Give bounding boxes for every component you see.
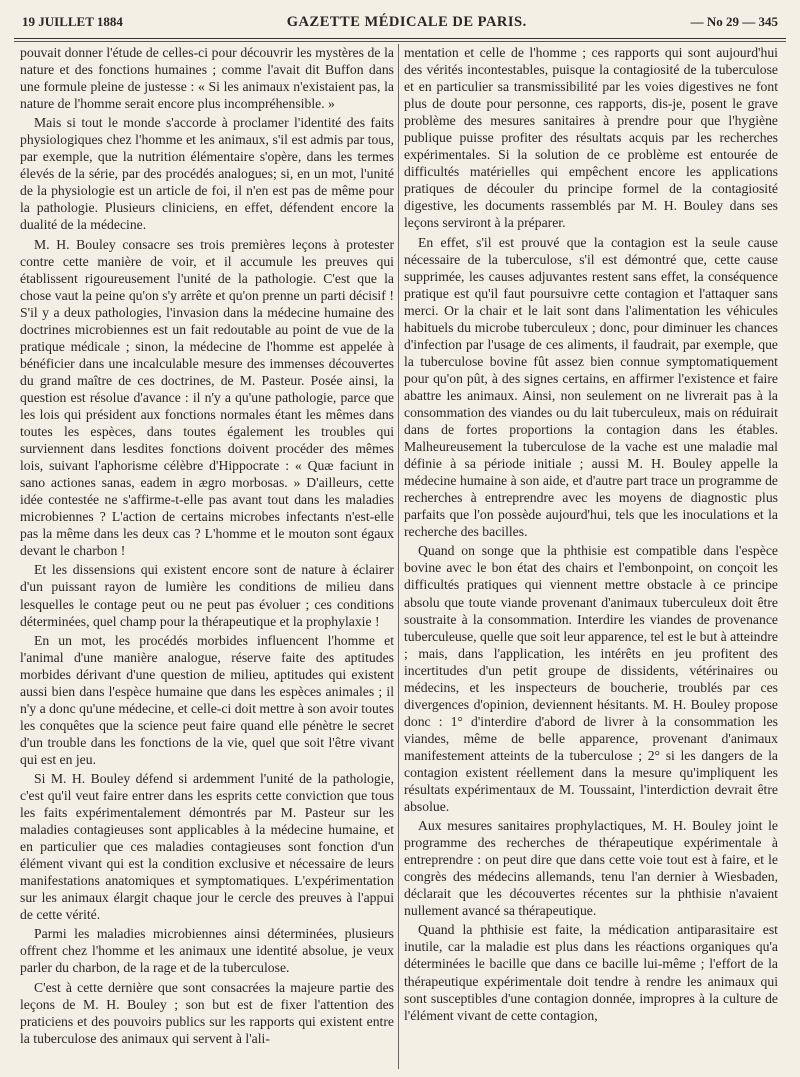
paragraph: Et les dissensions qui existent encore sont de nature à éclairer d'un puissant rayon de lumière les conditions de milieu dans lesquelles le contage peut ou ne peut pas évoluer ; ces conditions déterminées, quel champ pour la thérapeutique et la prophylaxie !: [20, 562, 394, 629]
right-column: [404, 44, 778, 1069]
column-divider: [398, 44, 399, 1069]
paragraph: Quand on songe que la phthisie est compatible dans l'espèce bovine avec le bon état des chairs et l'embonpoint, on conçoit les difficultés pratiques qui viennent mettre obstacle à ce principe absolu que toute viande provenant d'animaux tuberculeux doit être soustraite à la consommation. Interdire les viandes de provenance tuberculeuse, quelle que soit leur apparence, tel est le but à atteindre ; mais, dans l'application, les intérêts en jeu profitent des incertitudes d'un petit groupe de dissidents, vétérinaires ou médecins, et les inspecteurs de boucherie, troublés par ces divergences d'opinion, deviennent hésitants. M. H. Bouley propose donc : 1° d'interdire d'abord de livrer à la consommation les viandes, même de belle apparence, provenant d'animaux manifestement atteints de la tuberculose ; 2° si les dangers de la contagion existent réellement dans la mesure qu'impliquent les résultats expérimentaux de M. Toussaint, l'interdiction devrait être absolue.: [404, 543, 778, 815]
issue-number-page: — No 29 — 345: [690, 14, 778, 29]
paragraph: Quand la phthisie est faite, la médication antiparasitaire est inutile, car la maladie est plus dans les réactions organiques qu'a déterminées le bacille que dans ce bacille lui-même ; l'effort de la thérapeutique expérimentale doit tendre à rendre les animaux qui sont susceptibles d'une contagion donnée, impropres à la culture de l'élément vivant de cette contagion,: [404, 922, 778, 1023]
journal-title: GAZETTE MÉDICALE DE PARIS.: [286, 14, 527, 30]
paragraph: Parmi les maladies microbiennes ainsi déterminées, plusieurs offrent chez l'homme et les animaux une identité absolue, je veux parler du charbon, de la rage et de la tuberculose.: [20, 926, 394, 976]
issue-date: 19 JUILLET 1884: [22, 14, 123, 29]
header-rule-thin: [14, 41, 786, 42]
paragraph: En effet, s'il est prouvé que la contagion est la seule cause nécessaire de la tuberculose, s'il est démontré que, cette cause supprimée, les causes adjuvantes restent sans effet, la conséquence pratique est qu'il faut poursuivre cette contagion et l'attaquer sans merci. Or la chair et le lait sont dans l'alimentation les véhicules habituels du microbe tuberculeux ; donc, pour diminuer les chances d'infection par l'usage de ces aliments, il faudrait, par exemple, que la tuberculose bovine fût assez bien connue symptomatiquement pour qu'on pût, à des signes certains, en affirmer l'existence et faire abattre les animaux. Ainsi, non seulement on ne livrerait pas à la consommation des viandes ou du lait tuberculeux, mais on réduirait dans de fortes proportions la contagion dans les étables. Malheureusement la tuberculose de la vache est une maladie mal définie à sa période initiale ; aussi M. H. Bouley appelle la médecine humaine à son aide, et d'autre part trace un programme de recherches à entreprendre avec les moyens de diagnostic plus parfaits que l'on possède aujourd'hui, tels que les inoculations et la recherche des bacilles.: [404, 234, 778, 540]
paragraph: En un mot, les procédés morbides influencent l'homme et l'animal d'une manière analogue, réserve faite des aptitudes morbides dérivant d'une question de milieu, aptitudes qui existent aussi bien dans l'espèce humaine que dans les espèces animales ; il n'y a donc qu'une médecine, et celle-ci doit mettre à son avoir toutes les conquêtes que la science peut faire quand elle pénètre le secret d'un trouble dans les fonctions de la vie, quel que soit l'être vivant qui est en jeu.: [20, 632, 394, 767]
paragraph: Mais si tout le monde s'accorde à proclamer l'identité des faits physiologiques chez l'homme et les animaux, s'il est admis par tous, par exemple, que la nutrition élémentaire s'opère, dans les termes élevés de la série, par des procédés analogues; si, en un mot, l'unité de la physiologie est un article de foi, il n'en est pas de même pour la pathologie. Plusieurs cliniciens, en effet, défendent encore la dualité de la médecine.: [20, 115, 394, 233]
left-column: [20, 44, 394, 1069]
paragraph: pouvait donner l'étude de celles-ci pour découvrir les mystères de la nature et des fonctions humaines ; comme l'avait dit Buffon dans une formule pleine de justesse : « Si les animaux n'existaient pas, la nature de l'homme serait encore plus incompréhensible. »: [20, 45, 394, 112]
paragraph: mentation et celle de l'homme ; ces rapports qui sont aujourd'hui des vérités incontestables, puisque la contagiosité de la tuberculose et en particulier sa transmissibilité par les voies digestives ne font plus de doute pour personne, ces rapports, dis-je, posent le grave problème des mesures sanitaires à prendre pour que l'hygiène publique puisse profiter des résultats acquis par les recherches expérimentales. Si la solution de ce problème est entourée de difficultés matérielles qui empêchent encore les applications pratiques de découler du principe formel de la contagiosité digestive, les documents rassemblés par M. H. Bouley dans ses leçons serviront à la préparer.: [404, 45, 778, 231]
header-rule: [14, 38, 786, 39]
paragraph: Si M. H. Bouley défend si ardemment l'unité de la pathologie, c'est qu'il veut faire entrer dans les esprits cette conviction que tous les faits expérimentalement démontrés par M. Pasteur sur les maladies contagieuses sont applicables à la médecine humaine, et en particulier que ces maladies contagieuses sont fonction d'un élément vivant qui est la condition exclusive et nécessaire de leurs manifestations anatomiques et symptomatiques. L'expérimentation sur les animaux élargit chaque jour le cercle des preuves à l'appui de cette vérité.: [20, 770, 394, 923]
paragraph: M. H. Bouley consacre ses trois premières leçons à protester contre cette manière de voir, et il accumule les preuves qui établissent rigoureusement l'unité de la pathologie. C'est que la chose vaut la peine qu'on s'y arrête et qu'on prenne un parti décisif ! S'il y a deux pathologies, l'invasion dans la médecine humaine des doctrines microbiennes est un fait redoutable au point de vue de la pratique médicale ; sinon, la médecine de l'homme est appelée à bénéficier dans une incalculable mesure des immenses découvertes du grand maître de ces doctrines, de M. Pasteur. Posée ainsi, la question est résolue d'avance : il n'y a qu'une pathologie, parce que les lois qui président aux fonctions normales étant les mêmes dans toutes les espèces, dans toutes également les troubles qui surviennent dans lesdites fonctions doivent procéder des mêmes lois, suivant l'aphorisme célèbre d'Hippocrate : « Quæ faciunt in sano actiones sanas, eadem in ægro morbosas. » D'ailleurs, cette idée contestée ne s'affirme-t-elle pas avant tout dans les maladies microbiennes ? L'action de certains microbes infectants n'est-elle pas la même dans les deux cas ? L'homme et le mouton sont égaux devant le charbon !: [20, 236, 394, 559]
page-header: [22, 14, 778, 36]
paragraph: Aux mesures sanitaires prophylactiques, M. H. Bouley joint le programme des recherches de thérapeutique expérimentale à entreprendre : on peut dire que dans cette voie tout est à faire, et le congrès des médecins allemands, tenu l'an dernier à Wiesbaden, déclarait que les découvertes récentes sur la phthisie n'avaient nullement avancé sa thérapeutique.: [404, 818, 778, 919]
paragraph: C'est à cette dernière que sont consacrées la majeure partie des leçons de M. H. Bouley ; son but est de fixer l'attention des praticiens et des pouvoirs publics sur les rapports qui existent entre la tuberculose des animaux qui servent à l'ali-: [20, 979, 394, 1046]
